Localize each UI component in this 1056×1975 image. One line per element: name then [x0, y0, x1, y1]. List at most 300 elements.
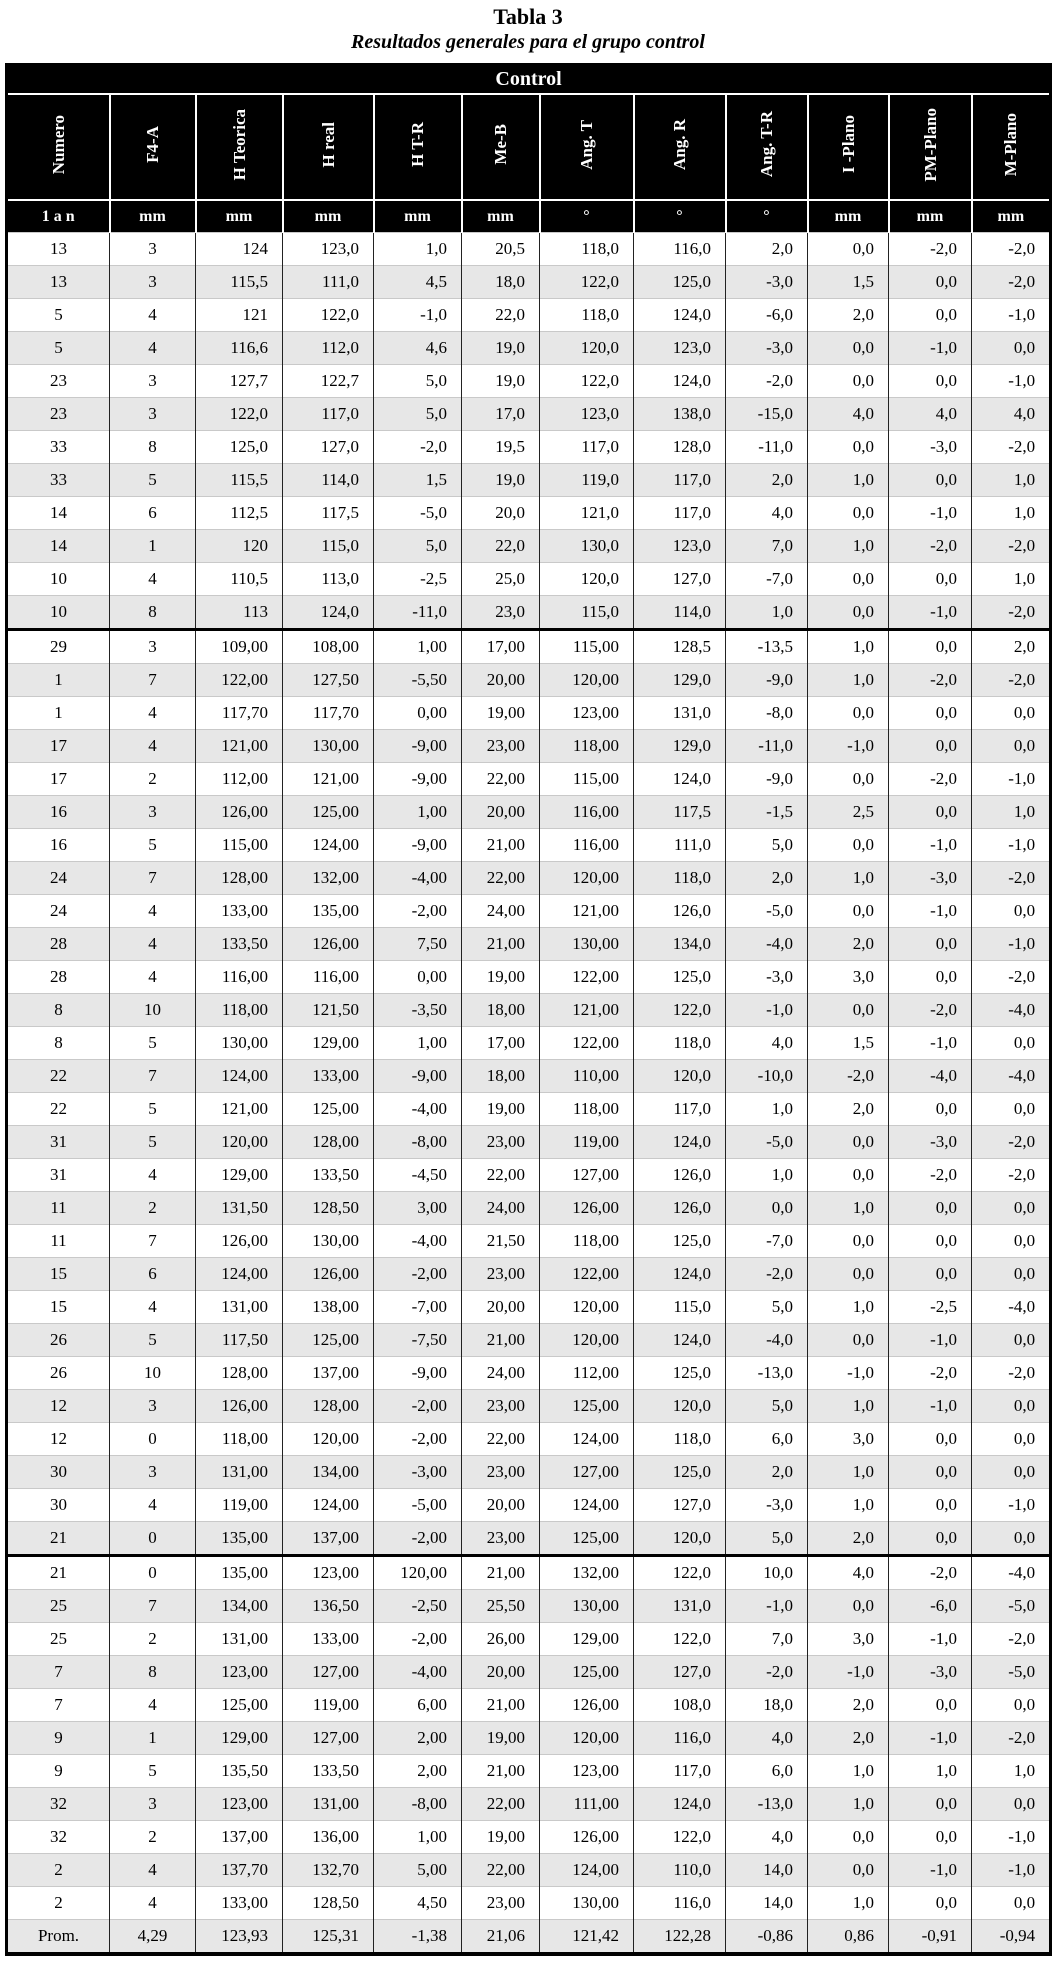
cell: -3,00	[374, 1456, 462, 1489]
cell: 22,00	[462, 862, 540, 895]
cell: 0	[110, 1556, 196, 1590]
table-row	[7, 431, 1051, 464]
cell: 137,70	[196, 1854, 283, 1887]
cell: -1,5	[726, 796, 808, 829]
cell: 122,0	[540, 266, 634, 299]
cell: 0,0	[889, 1093, 972, 1126]
cell: 121,00	[196, 1093, 283, 1126]
cell: 124,00	[196, 1258, 283, 1291]
cell: -8,0	[726, 697, 808, 730]
cell: -4,0	[972, 1291, 1051, 1324]
cell: 19,00	[462, 1093, 540, 1126]
cell: 123,0	[540, 398, 634, 431]
cell: 21,00	[462, 1755, 540, 1788]
cell: 9	[7, 1755, 110, 1788]
cell: 110,0	[634, 1854, 726, 1887]
cell: 122,7	[283, 365, 374, 398]
cell: 1,0	[972, 796, 1051, 829]
cell: 122,0	[283, 299, 374, 332]
cell: 123,00	[196, 1656, 283, 1689]
cell: -2,0	[972, 1357, 1051, 1390]
column-header-label: Ang. T	[577, 119, 596, 170]
cell: 7	[110, 1590, 196, 1623]
cell: 131,50	[196, 1192, 283, 1225]
cell: 24,00	[462, 1192, 540, 1225]
cell: -1,0	[972, 1489, 1051, 1522]
table-row	[7, 1225, 1051, 1258]
cell: 4	[110, 299, 196, 332]
cell: 20,00	[462, 796, 540, 829]
cell: 0,0	[972, 1887, 1051, 1920]
cell: 122,00	[540, 1258, 634, 1291]
cell: 18,0	[726, 1689, 808, 1722]
cell: 5,0	[374, 365, 462, 398]
column-header-9	[808, 94, 889, 200]
cell: 0,0	[889, 1456, 972, 1489]
cell: 124,0	[634, 1788, 726, 1821]
cell: 32	[7, 1788, 110, 1821]
cell: 19,5	[462, 431, 540, 464]
cell: 2,00	[374, 1755, 462, 1788]
cell: 1,0	[808, 530, 889, 563]
cell: -2,0	[972, 266, 1051, 299]
cell: 117,0	[634, 1755, 726, 1788]
cell: 4	[110, 1159, 196, 1192]
cell: 8	[110, 596, 196, 630]
cell: 123,0	[634, 530, 726, 563]
cell: 0,0	[889, 1522, 972, 1556]
cell: 1,00	[374, 1027, 462, 1060]
unit-cell-2: mm	[196, 200, 283, 233]
cell: 21,50	[462, 1225, 540, 1258]
cell: 130,00	[540, 928, 634, 961]
cell: 1	[110, 530, 196, 563]
cell: -3,0	[726, 961, 808, 994]
cell: 0,0	[972, 1027, 1051, 1060]
cell: 122,28	[634, 1920, 726, 1955]
cell: 5	[110, 1324, 196, 1357]
cell: 127,0	[634, 1489, 726, 1522]
cell: 0,0	[889, 266, 972, 299]
table-row	[7, 1357, 1051, 1390]
cell: 4,0	[726, 497, 808, 530]
cell: -2,0	[972, 961, 1051, 994]
cell: 18,00	[462, 1060, 540, 1093]
cell: 20,0	[462, 497, 540, 530]
units-row	[7, 200, 1051, 233]
group-header: Control	[7, 65, 1051, 95]
cell: 130,00	[540, 1887, 634, 1920]
cell: 123,93	[196, 1920, 283, 1955]
cell: 8	[110, 431, 196, 464]
cell: -2,00	[374, 1522, 462, 1556]
table-row	[7, 266, 1051, 299]
cell: 117,0	[634, 464, 726, 497]
cell: 2	[110, 1623, 196, 1656]
cell: 22,0	[462, 530, 540, 563]
cell: 124,00	[283, 1489, 374, 1522]
cell: 122,0	[634, 1556, 726, 1590]
cell: 5	[7, 332, 110, 365]
cell: 119,00	[196, 1489, 283, 1522]
table-row	[7, 862, 1051, 895]
cell: 126,00	[283, 928, 374, 961]
cell: 10	[7, 596, 110, 630]
cell: 19,0	[462, 365, 540, 398]
cell: 1,0	[972, 464, 1051, 497]
cell: 20,00	[462, 1656, 540, 1689]
table-row	[7, 1126, 1051, 1159]
cell: -7,0	[726, 1225, 808, 1258]
cell: 31	[7, 1159, 110, 1192]
cell: 124,0	[634, 1258, 726, 1291]
cell: 21,06	[462, 1920, 540, 1955]
column-header-6	[540, 94, 634, 200]
cell: 1,0	[808, 1192, 889, 1225]
cell: 24,00	[462, 895, 540, 928]
cell: 15	[7, 1258, 110, 1291]
cell: 0,0	[889, 1258, 972, 1291]
cell: 0,0	[972, 1522, 1051, 1556]
cell: 0,0	[889, 1689, 972, 1722]
cell: 137,00	[196, 1821, 283, 1854]
table-row	[7, 1423, 1051, 1456]
cell: 5	[110, 829, 196, 862]
table-row	[7, 398, 1051, 431]
cell: 131,0	[634, 697, 726, 730]
cell: 7	[110, 664, 196, 697]
cell: 0,0	[726, 1192, 808, 1225]
cell: 124,0	[283, 596, 374, 630]
cell: 114,0	[283, 464, 374, 497]
cell: 115,5	[196, 266, 283, 299]
cell: 0,0	[808, 697, 889, 730]
cell: -6,0	[726, 299, 808, 332]
table-row	[7, 1755, 1051, 1788]
cell: -2,0	[972, 233, 1051, 266]
cell: -2,0	[889, 1556, 972, 1590]
cell: 1,0	[808, 664, 889, 697]
cell: 2,0	[808, 299, 889, 332]
cell: -0,94	[972, 1920, 1051, 1955]
cell: 4,0	[726, 1722, 808, 1755]
column-header-label: Me-B	[491, 124, 510, 165]
cell: 32	[7, 1821, 110, 1854]
cell: 0,0	[889, 563, 972, 596]
cell: -5,50	[374, 664, 462, 697]
cell: 120,0	[634, 1522, 726, 1556]
cell: 126,00	[196, 1390, 283, 1423]
cell: 118,0	[634, 1027, 726, 1060]
cell: 116,6	[196, 332, 283, 365]
cell: 14,0	[726, 1887, 808, 1920]
cell: 10,0	[726, 1556, 808, 1590]
cell: 125,00	[540, 1522, 634, 1556]
cell: -2,00	[374, 1258, 462, 1291]
table-row	[7, 497, 1051, 530]
cell: 21	[7, 1522, 110, 1556]
cell: 0,0	[808, 994, 889, 1027]
cell: 7	[110, 1060, 196, 1093]
cell: -9,00	[374, 763, 462, 796]
cell: 129,00	[196, 1722, 283, 1755]
cell: 22	[7, 1060, 110, 1093]
cell: 0	[110, 1522, 196, 1556]
cell: -2,5	[374, 563, 462, 596]
cell: 115,00	[196, 829, 283, 862]
cell: 10	[110, 1357, 196, 1390]
cell: -1,0	[889, 1027, 972, 1060]
cell: 133,50	[283, 1755, 374, 1788]
cell: 132,00	[283, 862, 374, 895]
cell: 1,5	[808, 266, 889, 299]
cell: 125,0	[634, 1456, 726, 1489]
cell: 17	[7, 730, 110, 763]
cell: 0,0	[808, 1324, 889, 1357]
cell: -2,50	[374, 1590, 462, 1623]
cell: 111,0	[283, 266, 374, 299]
cell: 127,0	[283, 431, 374, 464]
cell: 3,00	[374, 1192, 462, 1225]
cell: -2,00	[374, 1623, 462, 1656]
cell: 135,00	[196, 1556, 283, 1590]
cell: 23,00	[462, 1887, 540, 1920]
table-row	[7, 1854, 1051, 1887]
cell: -10,0	[726, 1060, 808, 1093]
cell: -4,00	[374, 1093, 462, 1126]
cell: -1,0	[889, 1854, 972, 1887]
cell: 5,00	[374, 1854, 462, 1887]
cell: 25,50	[462, 1590, 540, 1623]
cell: 3	[110, 796, 196, 829]
cell: 4,0	[726, 1027, 808, 1060]
cell: 26	[7, 1324, 110, 1357]
cell: 134,0	[634, 928, 726, 961]
column-header-label: H Teorica	[229, 108, 249, 181]
cell: 1	[7, 697, 110, 730]
cell: 0,0	[808, 1821, 889, 1854]
column-header-label: I -Plano	[838, 115, 858, 174]
table-row	[7, 596, 1051, 630]
cell: 133,00	[283, 1623, 374, 1656]
cell: 23	[7, 398, 110, 431]
cell: -3,0	[726, 332, 808, 365]
cell: 126,00	[540, 1192, 634, 1225]
cell: -1,0	[374, 299, 462, 332]
column-header-label: H real	[318, 121, 338, 168]
table-row	[7, 961, 1051, 994]
cell: 126,00	[283, 1258, 374, 1291]
cell: 14	[7, 530, 110, 563]
cell: -2,0	[889, 664, 972, 697]
cell: -1,0	[972, 1854, 1051, 1887]
cell: -4,50	[374, 1159, 462, 1192]
cell: 23,00	[462, 730, 540, 763]
cell: 1,0	[808, 1390, 889, 1423]
cell: 4,5	[374, 266, 462, 299]
cell: -9,00	[374, 730, 462, 763]
cell: 2,0	[808, 928, 889, 961]
cell: 115,00	[540, 763, 634, 796]
table-row	[7, 1590, 1051, 1623]
cell: 0,0	[972, 1689, 1051, 1722]
cell: 0,0	[808, 332, 889, 365]
cell: 112,0	[283, 332, 374, 365]
table-row	[7, 563, 1051, 596]
cell: 3	[110, 266, 196, 299]
cell: 0,0	[972, 1390, 1051, 1423]
cell: 21,00	[462, 829, 540, 862]
cell: 21,00	[462, 928, 540, 961]
cell: 1,0	[808, 630, 889, 664]
cell: 4,0	[726, 1821, 808, 1854]
cell: 1,0	[374, 233, 462, 266]
cell: -2,0	[972, 431, 1051, 464]
cell: 119,0	[540, 464, 634, 497]
cell: -0,86	[726, 1920, 808, 1955]
cell: 124,00	[283, 829, 374, 862]
table-row	[7, 664, 1051, 697]
table-row	[7, 365, 1051, 398]
table-header	[7, 65, 1051, 233]
cell: 0,0	[889, 796, 972, 829]
cell: 123,00	[540, 697, 634, 730]
cell: -5,0	[726, 1126, 808, 1159]
cell: 28	[7, 928, 110, 961]
cell: 1,5	[374, 464, 462, 497]
cell: 129,00	[283, 1027, 374, 1060]
cell: 122,00	[196, 664, 283, 697]
cell: 0,0	[889, 1887, 972, 1920]
column-header-label: M-Plano	[1001, 112, 1021, 177]
cell: 2	[7, 1854, 110, 1887]
unit-cell-1: mm	[110, 200, 196, 233]
cell: 4	[110, 563, 196, 596]
cell: 121,00	[283, 763, 374, 796]
cell: 4,29	[110, 1920, 196, 1955]
cell: 20,00	[462, 1291, 540, 1324]
cell: 0,0	[972, 1258, 1051, 1291]
cell: 29	[7, 630, 110, 664]
cell: 0,86	[808, 1920, 889, 1955]
cell: 22,00	[462, 1159, 540, 1192]
cell: -9,00	[374, 1060, 462, 1093]
cell: 120	[196, 530, 283, 563]
cell: 4	[110, 1689, 196, 1722]
cell: 0,0	[972, 697, 1051, 730]
cell: 1,0	[972, 497, 1051, 530]
cell: 25	[7, 1590, 110, 1623]
cell: -3,0	[726, 266, 808, 299]
table-row	[7, 630, 1051, 664]
cell: 20,00	[462, 664, 540, 697]
cell: -5,0	[972, 1656, 1051, 1689]
cell: 0,0	[889, 1821, 972, 1854]
cell: 131,0	[634, 1590, 726, 1623]
unit-cell-10: mm	[889, 200, 972, 233]
cell: 117,0	[634, 497, 726, 530]
cell: 120,00	[374, 1556, 462, 1590]
cell: 110,5	[196, 563, 283, 596]
cell: 119,00	[283, 1689, 374, 1722]
cell: 126,0	[634, 1192, 726, 1225]
cell: 125,0	[196, 431, 283, 464]
cell: -1,0	[808, 1656, 889, 1689]
cell: 118,00	[540, 1093, 634, 1126]
cell: -2,00	[374, 1423, 462, 1456]
cell: -1,0	[889, 332, 972, 365]
table-row	[7, 994, 1051, 1027]
cell: 137,00	[283, 1522, 374, 1556]
cell: -11,0	[726, 730, 808, 763]
cell: 18,0	[462, 266, 540, 299]
cell: 124,0	[634, 1126, 726, 1159]
cell: 114,0	[634, 596, 726, 630]
cell: 123,00	[196, 1788, 283, 1821]
cell: 30	[7, 1489, 110, 1522]
table-row	[7, 1522, 1051, 1556]
cell: 2,0	[726, 862, 808, 895]
cell: 4	[110, 332, 196, 365]
cell: -0,91	[889, 1920, 972, 1955]
table-row	[7, 1489, 1051, 1522]
cell: 4	[110, 1854, 196, 1887]
cell: 17,00	[462, 1027, 540, 1060]
cell: 0,0	[808, 431, 889, 464]
cell: 14	[7, 497, 110, 530]
cell: 6	[110, 497, 196, 530]
cell: -2,0	[972, 530, 1051, 563]
cell: 118,0	[634, 862, 726, 895]
table-row	[7, 1456, 1051, 1489]
table-row	[7, 332, 1051, 365]
cell: -2,0	[808, 1060, 889, 1093]
cell: 132,00	[540, 1556, 634, 1590]
cell: 113,0	[283, 563, 374, 596]
cell: 26	[7, 1357, 110, 1390]
cell: 11	[7, 1225, 110, 1258]
cell: 122,0	[634, 1821, 726, 1854]
cell: 118,00	[540, 1225, 634, 1258]
cell: 0,0	[972, 1192, 1051, 1225]
cell: 0,0	[889, 1225, 972, 1258]
cell: 13	[7, 266, 110, 299]
cell: 5,0	[374, 530, 462, 563]
cell: 0,0	[808, 563, 889, 596]
cell: -1,0	[972, 365, 1051, 398]
cell: 3,0	[808, 1423, 889, 1456]
cell: 8	[110, 1656, 196, 1689]
column-header-label: PM-Plano	[920, 107, 940, 182]
cell: 126,00	[540, 1821, 634, 1854]
cell: 8	[7, 1027, 110, 1060]
table-title: Tabla 3	[493, 4, 563, 29]
cell: 116,00	[283, 961, 374, 994]
cell: -2,0	[889, 530, 972, 563]
cell: 134,00	[283, 1456, 374, 1489]
cell: 1,0	[808, 1788, 889, 1821]
cell: -13,5	[726, 630, 808, 664]
cell: 1,0	[726, 1093, 808, 1126]
cell: 135,50	[196, 1755, 283, 1788]
cell: 0,00	[374, 697, 462, 730]
cell: 0,0	[972, 1456, 1051, 1489]
cell: 133,50	[196, 928, 283, 961]
cell: 1,0	[808, 464, 889, 497]
cell: 23,00	[462, 1126, 540, 1159]
cell: 1,5	[808, 1027, 889, 1060]
cell: 24	[7, 895, 110, 928]
